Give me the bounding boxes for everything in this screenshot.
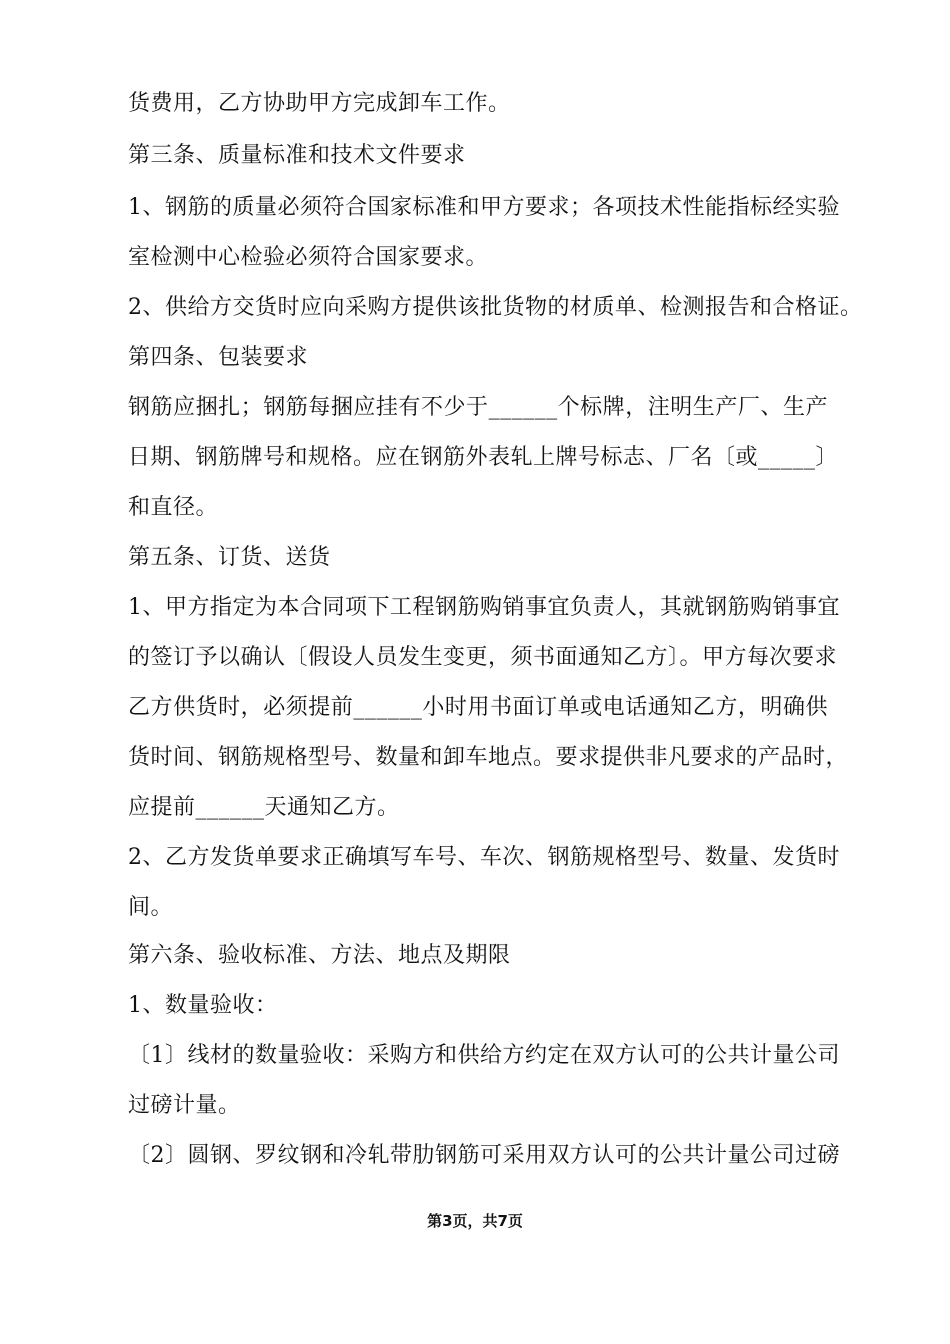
section-heading: 第三条、质量标准和技术文件要求 bbox=[128, 143, 466, 168]
paragraph-line: 过磅计量。 bbox=[128, 1093, 241, 1118]
paragraph-line: 〔2〕圆钢、罗纹钢和冷轧带肋钢筋可采用双方认可的公共计量公司过磅 bbox=[128, 1143, 840, 1168]
paragraph-line: 1、数量验收： bbox=[128, 993, 278, 1018]
paragraph-line: 钢筋应捆扎；钢筋每捆应挂有不少于______个标牌，注明生产厂、生产 bbox=[128, 395, 828, 420]
paragraph-line: 应提前______天通知乙方。 bbox=[128, 795, 400, 820]
paragraph-line: 1、甲方指定为本合同项下工程钢筋购销事宜负责人，其就钢筋购销事宜 bbox=[128, 595, 840, 620]
paragraph-line: 货时间、钢筋规格型号、数量和卸车地点。要求提供非凡要求的产品时， bbox=[128, 745, 849, 770]
paragraph-line: 的签订予以确认〔假设人员发生变更，须书面通知乙方〕。甲方每次要求 bbox=[128, 645, 838, 670]
paragraph-line: 1、钢筋的质量必须符合国家标准和甲方要求；各项技术性能指标经实验 bbox=[128, 195, 840, 220]
paragraph-line: 2、供给方交货时应向采购方提供该批货物的材质单、检测报告和合格证。 bbox=[128, 295, 863, 320]
paragraph-line: 日期、钢筋牌号和规格。应在钢筋外表轧上牌号标志、厂名〔或_____〕 bbox=[128, 445, 839, 470]
paragraph-line: 乙方供货时，必须提前______小时用书面订单或电话通知乙方，明确供 bbox=[128, 695, 828, 720]
section-heading: 第四条、包装要求 bbox=[128, 345, 309, 370]
paragraph-line: 〔1〕线材的数量验收：采购方和供给方约定在双方认可的公共计量公司 bbox=[128, 1043, 840, 1068]
paragraph-line: 2、乙方发货单要求正确填写车号、车次、钢筋规格型号、数量、发货时 bbox=[128, 845, 840, 870]
paragraph-line: 货费用，乙方协助甲方完成卸车工作。 bbox=[128, 91, 511, 116]
paragraph-line: 间。 bbox=[128, 895, 174, 920]
section-heading: 第六条、验收标准、方法、地点及期限 bbox=[128, 943, 511, 968]
paragraph-line: 和直径。 bbox=[128, 495, 219, 520]
paragraph-line: 室检测中心检验必须符合国家要求。 bbox=[128, 245, 489, 270]
section-heading: 第五条、订货、送货 bbox=[128, 545, 331, 570]
page-number-footer: 第3页，共7页 bbox=[427, 1212, 523, 1230]
